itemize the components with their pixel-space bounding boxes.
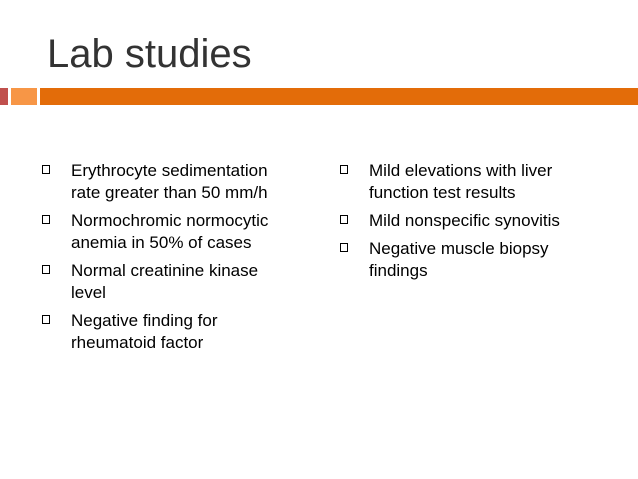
bullet-item: [337, 238, 597, 282]
bullet-text: Mild elevations with liver function test results: [369, 161, 553, 202]
bullet-item: [39, 260, 289, 304]
square-bullet-icon: [42, 315, 50, 324]
square-bullet-icon: [340, 165, 348, 174]
right-bullet-list: [337, 160, 597, 288]
bullet-text: Negative finding for rheumatoid factor: [71, 311, 218, 352]
bullet-text: Mild nonspecific synovitis: [369, 211, 560, 230]
bullet-text: Erythrocyte sedimentation rate greater than 50 mm/h: [71, 161, 268, 202]
square-bullet-icon: [42, 165, 50, 174]
bullet-item: [337, 210, 597, 232]
slide-title: Lab studies: [47, 32, 252, 76]
bullet-item: [337, 160, 597, 204]
bullet-item: [39, 210, 289, 254]
bullet-text: Normal creatinine kinase level: [71, 261, 259, 302]
bullet-item: [39, 310, 289, 354]
bullet-text: Negative muscle biopsy findings: [369, 239, 549, 280]
accent-bar-orange: [40, 88, 638, 105]
square-bullet-icon: [340, 243, 348, 252]
accent-bar-red: [0, 88, 8, 105]
left-bullet-list: [39, 160, 289, 360]
bullet-item: [39, 160, 289, 204]
bullet-text: Normochromic normocytic anemia in 50% of cases: [71, 211, 269, 252]
square-bullet-icon: [42, 215, 50, 224]
square-bullet-icon: [42, 265, 50, 274]
accent-bar-light-orange: [11, 88, 37, 105]
square-bullet-icon: [340, 215, 348, 224]
